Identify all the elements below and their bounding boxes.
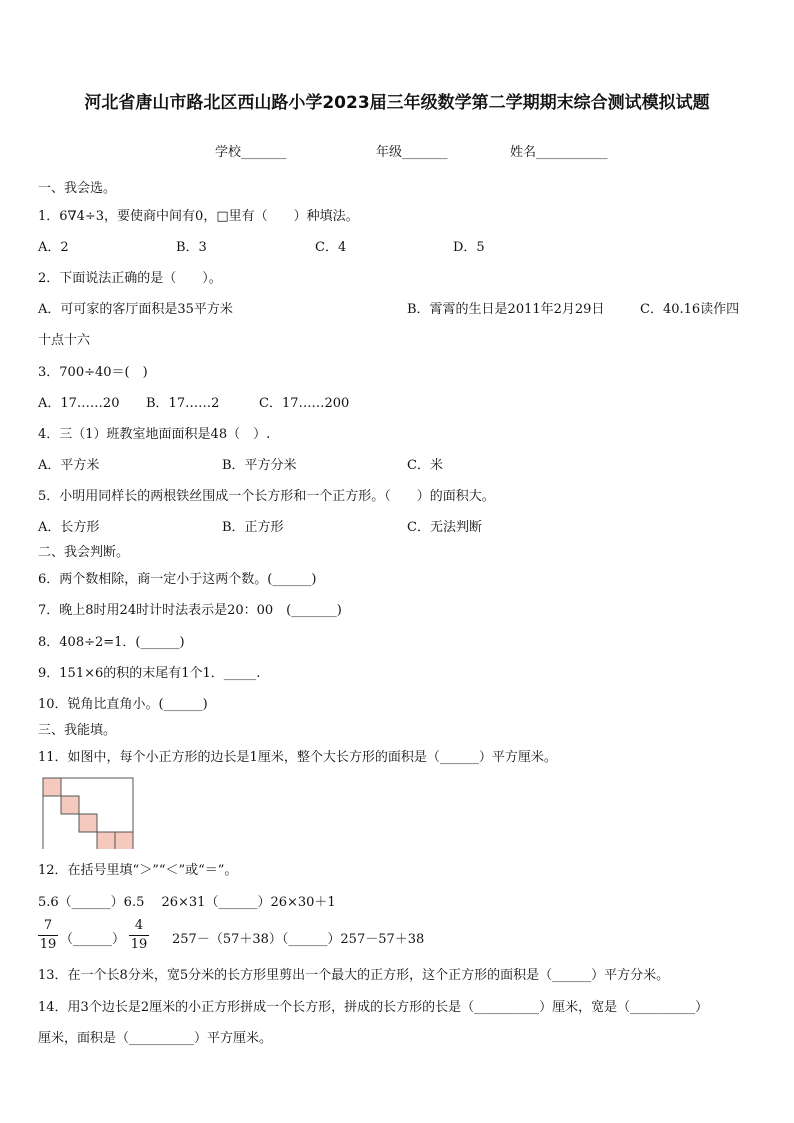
q2-option-c-continued: 十点十六 [38, 333, 91, 348]
q5-option-a: A．长方形 [38, 520, 100, 535]
q1-option-b: B．3 [176, 240, 207, 255]
question-7: 7．晚上8时用24时计时法表示是20：00 (_______) [38, 603, 342, 618]
q5-option-c: C．无法判断 [407, 520, 482, 535]
q1-option-c: C．4 [315, 240, 347, 255]
q12-row-2-tail: 257－（57＋38）（______）257－57＋38 [172, 932, 425, 947]
fraction-denominator: 19 [130, 937, 148, 952]
q2-option-b: B．霄霄的生日是2011年2月29日 [407, 302, 605, 317]
q12-row-1: 5.6（______）6.5 26×31（______）26×30＋1 [38, 895, 336, 910]
section-heading-fill: 三、我能填。 [38, 723, 117, 738]
fraction-denominator: 19 [39, 937, 57, 952]
q4-option-b: B．平方分米 [222, 458, 297, 473]
name-field: 姓名___________ [510, 145, 608, 160]
q1-option-d: D．5 [453, 240, 485, 255]
shaded-square [97, 832, 115, 849]
fraction-bar [38, 935, 58, 936]
question-2: 2．下面说法正确的是（ ）。 [38, 271, 222, 286]
section-heading-choose: 一、我会选。 [38, 181, 117, 196]
question-10: 10．锐角比直角小。(______) [38, 697, 208, 712]
question-5: 5．小明用同样长的两根铁丝围成一个长方形和一个正方形。（ ）的面积大。 [38, 489, 495, 504]
question-6: 6．两个数相除，商一定小于这两个数。(______) [38, 572, 317, 587]
shaded-square [43, 778, 61, 796]
question-1: 1．6∇4÷3，要使商中间有0，□里有（ ）种填法。 [38, 209, 359, 224]
fraction-bar [129, 935, 149, 936]
q2-option-c: C．40.16读作四 [640, 302, 740, 317]
q3-option-c: C．17……200 [259, 396, 350, 411]
q1-option-a: A．2 [38, 240, 69, 255]
question-8: 8．408÷2=1．(______) [38, 635, 185, 650]
question-4: 4．三（1）班教室地面面积是48（ ）. [38, 427, 271, 442]
q2-option-a: A．可可家的客厅面积是35平方米 [38, 302, 233, 317]
q4-option-a: A．平方米 [38, 458, 100, 473]
q5-option-b: B．正方形 [222, 520, 284, 535]
rectangle-grid-figure [42, 777, 134, 849]
section-heading-judge: 二、我会判断。 [38, 545, 130, 560]
question-11: 11．如图中，每个小正方形的边长是1厘米，整个大长方形的面积是（______）平方厘米。 [38, 750, 557, 765]
q4-option-c: C．米 [407, 458, 443, 473]
fraction-four-nineteenths [129, 918, 149, 953]
question-9: 9．151×6的积的末尾有1个1．_____. [38, 666, 261, 681]
fraction-numerator: 4 [134, 918, 144, 933]
shaded-square [115, 832, 133, 849]
question-14-continued: 厘米，面积是（__________）平方厘米。 [38, 1031, 273, 1046]
q12-compare-blank: （______） [60, 932, 126, 947]
question-3: 3．700÷40＝( ) [38, 365, 148, 380]
q3-option-a: A．17……20 [38, 396, 120, 411]
page-title: 河北省唐山市路北区西山路小学2023届三年级数学第二学期期末综合测试模拟试题 [84, 93, 710, 113]
shaded-square [79, 814, 97, 832]
question-12: 12．在括号里填“＞”“＜”或“＝”。 [38, 863, 238, 878]
school-field: 学校_______ [215, 145, 287, 160]
question-13: 13．在一个长8分米，宽5分米的长方形里剪出一个最大的正方形，这个正方形的面积是（______）平方分米。 [38, 968, 670, 983]
grade-field: 年级_______ [376, 145, 448, 160]
question-14: 14．用3个边长是2厘米的小正方形拼成一个长方形，拼成的长方形的长是（__________）厘米，宽是（__________） [38, 1000, 709, 1015]
shaded-square [61, 796, 79, 814]
fraction-seven-nineteenths [38, 918, 58, 953]
q3-option-b: B．17……2 [146, 396, 220, 411]
fraction-numerator: 7 [43, 918, 53, 933]
